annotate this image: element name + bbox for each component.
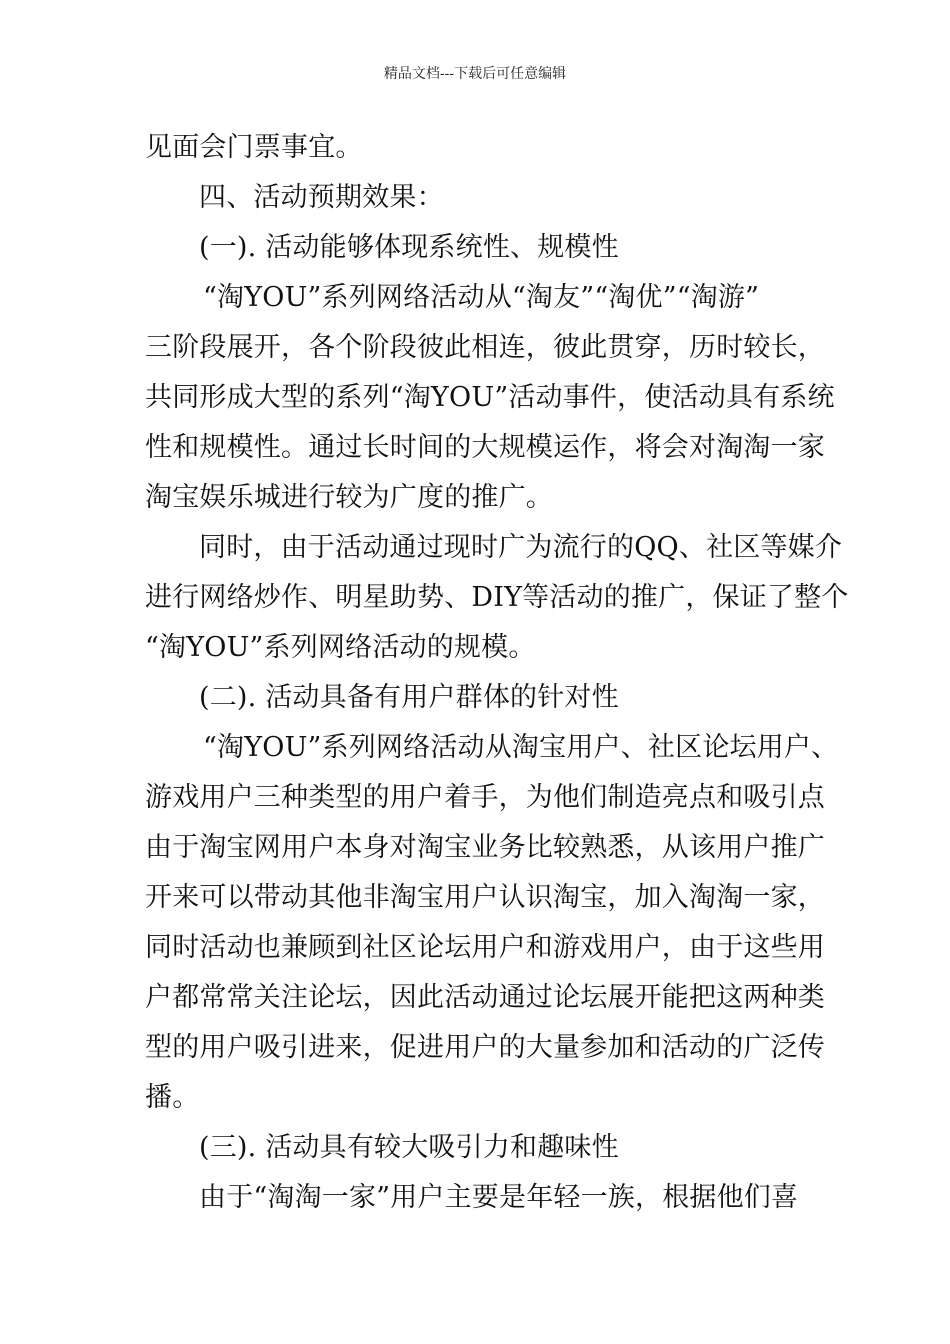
text-line: 播。 <box>145 1082 200 1113</box>
text-line: 三阶段展开，各个阶段彼此相连，彼此贯穿，历时较长， <box>145 332 825 363</box>
text-line: “淘YOU”系列网络活动从淘宝用户、社区论坛用户、 <box>203 732 839 763</box>
subsection-heading: (一). 活动能够体现系统性、规模性 <box>199 232 619 263</box>
text-line: 进行网络炒作、明星助势、DIY等活动的推广，保证了整个 <box>145 582 849 613</box>
text-line: 同时，由于活动通过现时广为流行的QQ、社区等媒介 <box>199 532 843 563</box>
text-line: 型的用户吸引进来，促进用户的大量参加和活动的广泛传 <box>145 1032 825 1063</box>
text-line: 共同形成大型的系列“淘YOU”活动事件，使活动具有系统 <box>145 382 835 413</box>
text-line: “淘YOU”系列网络活动的规模。 <box>145 632 536 663</box>
page-header: 精品文档---下载后可任意编辑 <box>383 66 567 82</box>
text-line: 游戏用户三种类型的用户着手，为他们制造亮点和吸引点 <box>145 782 825 813</box>
text-line: 见面会门票事宜。 <box>145 132 363 163</box>
text-line: 开来可以带动其他非淘宝用户认识淘宝，加入淘淘一家， <box>145 882 825 913</box>
text-line: 淘宝娱乐城进行较为广度的推广。 <box>145 482 553 513</box>
text-line: 同时活动也兼顾到社区论坛用户和游戏用户，由于这些用 <box>145 932 825 963</box>
document-body <box>145 123 849 1223</box>
text-line: 户都常常关注论坛，因此活动通过论坛展开能把这两种类 <box>145 982 825 1013</box>
text-line: 由于“淘淘一家”用户主要是年轻一族，根据他们喜 <box>199 1182 799 1213</box>
text-line: “淘YOU”系列网络活动从“淘友”“淘优”“淘游” <box>203 282 760 313</box>
text-line: 性和规模性。通过长时间的大规模运作，将会对淘淘一家 <box>145 432 825 463</box>
subsection-heading: (二). 活动具备有用户群体的针对性 <box>199 682 619 713</box>
subsection-heading: (三). 活动具有较大吸引力和趣味性 <box>199 1132 619 1163</box>
text-line: 由于淘宝网用户本身对淘宝业务比较熟悉，从该用户推广 <box>145 832 825 863</box>
section-heading: 四、活动预期效果： <box>199 182 444 213</box>
